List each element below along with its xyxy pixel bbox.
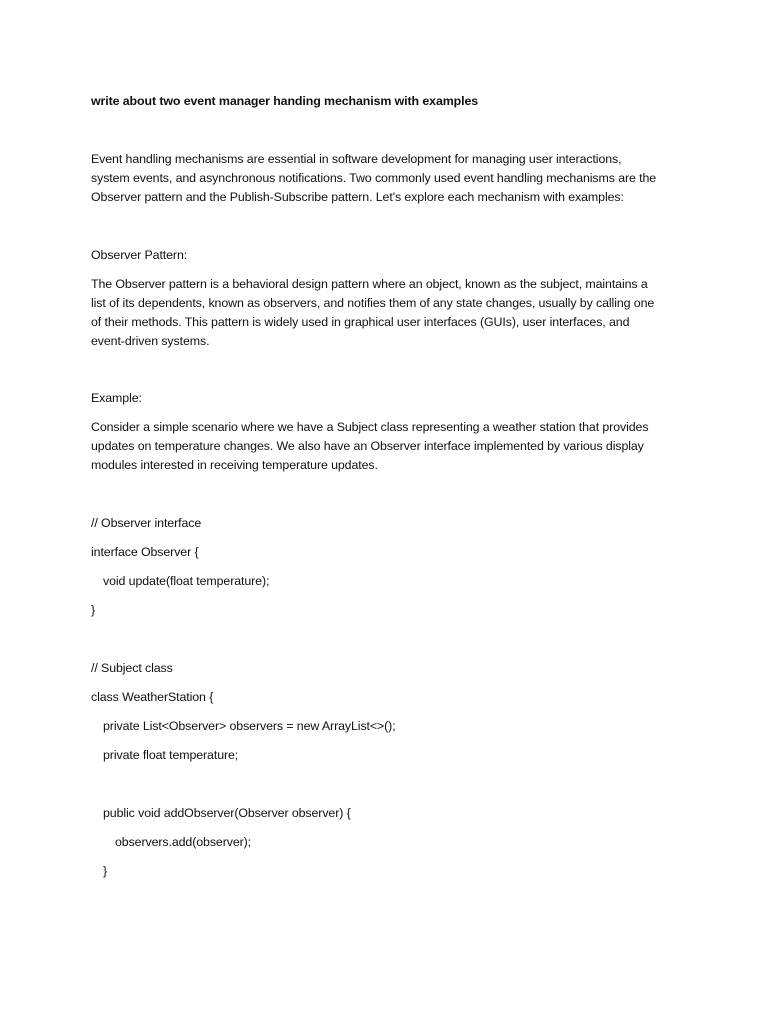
observer-heading: Observer Pattern: bbox=[91, 248, 188, 262]
code-line: } bbox=[91, 603, 96, 617]
code-line: void update(float temperature); bbox=[103, 574, 270, 588]
example-heading: Example: bbox=[91, 391, 142, 405]
example-desc-line-2: updates on temperature changes. We also have an Observer interface implemented by various display bbox=[91, 439, 644, 453]
code-line: interface Observer { bbox=[91, 545, 199, 559]
example-desc-line-3: modules interested in receiving temperature updates. bbox=[91, 458, 378, 472]
example-desc-line-1: Consider a simple scenario where we have a Subject class representing a weather station that provides bbox=[91, 420, 649, 434]
intro-line-1: Event handling mechanisms are essential in software development for managing user interactions, bbox=[91, 152, 622, 166]
observer-desc-line-2: list of its dependents, known as observers, and notifies them of any state changes, usually by calling one bbox=[91, 296, 655, 310]
code-line: private float temperature; bbox=[103, 748, 239, 762]
code-line: // Subject class bbox=[91, 661, 173, 675]
code-line: class WeatherStation { bbox=[91, 690, 214, 704]
document-title: write about two event manager handing mechanism with examples bbox=[91, 94, 479, 108]
code-line: // Observer interface bbox=[91, 516, 202, 530]
observer-desc-line-4: event-driven systems. bbox=[91, 334, 210, 348]
intro-line-2: system events, and asynchronous notifications. Two commonly used event handling mechanisms are the bbox=[91, 171, 657, 185]
code-line: private List<Observer> observers = new ArrayList<>(); bbox=[103, 719, 396, 733]
code-line: observers.add(observer); bbox=[115, 835, 252, 849]
code-line: } bbox=[103, 864, 108, 878]
code-line: public void addObserver(Observer observer) { bbox=[103, 806, 351, 820]
observer-desc-line-1: The Observer pattern is a behavioral design pattern where an object, known as the subject, maintains a bbox=[91, 277, 648, 291]
observer-desc-line-3: of their methods. This pattern is widely used in graphical user interfaces (GUIs), user interfaces, and bbox=[91, 315, 630, 329]
intro-line-3: Observer pattern and the Publish-Subscribe pattern. Let's explore each mechanism with examples: bbox=[91, 190, 624, 204]
